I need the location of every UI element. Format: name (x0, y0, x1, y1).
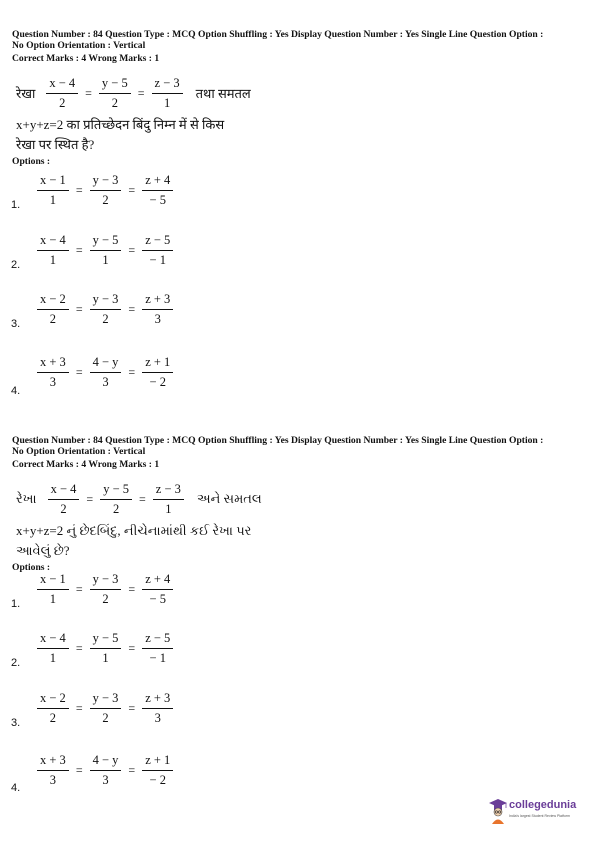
option-expression (34, 289, 176, 329)
equals-sign: = (75, 301, 83, 316)
equals-sign: = (137, 85, 145, 100)
question-block-gujarati (0, 406, 595, 811)
option-expression (34, 628, 176, 668)
fraction: $\frac{y - 5}{1}$ (90, 631, 122, 666)
fraction: $\frac{z + 4}{- 5}$ (142, 572, 173, 607)
equals-sign: = (75, 364, 83, 379)
question-block-hindi (0, 0, 595, 405)
equals-sign: = (75, 182, 83, 197)
fraction: $\frac{y - 5}{1}$ (90, 233, 122, 268)
option-number: 3. (11, 318, 21, 330)
equals-sign: = (128, 301, 136, 316)
question-line-2: x+y+z=2 का प्रतिच्छेदन बिंदु निम्न में से किस (16, 117, 225, 132)
option-number: 3. (11, 717, 21, 729)
option-number: 2. (11, 657, 21, 669)
header-line-1: Question Number : 84 Question Type : MCQ Option Shuffling : Yes Display Question Number : Yes Single Line Question Option : (12, 435, 544, 446)
equals-sign: = (128, 700, 136, 715)
fraction: $\frac{x - 1}{1}$ (37, 572, 69, 607)
fraction: $\frac{y - 3}{2}$ (90, 572, 122, 607)
equals-sign: = (139, 491, 146, 506)
logo-tagline: India's largest Student Review Platform (509, 814, 570, 818)
equals-sign: = (86, 491, 94, 506)
after-fraction-text: तथा समतल (195, 86, 251, 101)
graduate-icon (488, 797, 508, 825)
question-text (16, 115, 316, 155)
collegedunia-logo[interactable] (488, 797, 588, 827)
fraction: $\frac{z + 3}{3}$ (142, 292, 173, 327)
fraction: $\frac{x - 4}{1}$ (37, 631, 69, 666)
lead-word: રેખા (16, 491, 37, 506)
equals-sign: = (75, 700, 83, 715)
equals-sign: = (128, 364, 136, 379)
question-line-3: रेखा पर स्थित है? (16, 137, 95, 152)
option-3[interactable] (0, 688, 595, 732)
option-4[interactable] (0, 750, 595, 794)
header-line-1: Question Number : 84 Question Type : MCQ Option Shuffling : Yes Display Question Number : Yes Single Line Question Option : (12, 29, 544, 40)
option-expression (34, 569, 176, 609)
options-title: Options : (12, 156, 51, 167)
line-fraction-z: $\frac{z - 3}{1}$ (153, 482, 184, 517)
question-header (12, 30, 587, 51)
option-number: 1. (11, 598, 21, 610)
option-expression (34, 230, 176, 270)
line-fraction-y: $\frac{y - 5}{2}$ (100, 482, 132, 517)
option-expression (34, 688, 176, 728)
options-title: Options : (12, 562, 51, 573)
fraction: $\frac{z + 4}{- 5}$ (142, 173, 173, 208)
fraction: $\frac{x - 4}{1}$ (37, 233, 69, 268)
marks-line: Correct Marks : 4 Wrong Marks : 1 (12, 459, 160, 470)
line-fraction-x: $\frac{x - 4}{2}$ (48, 482, 80, 517)
line-fraction-x: $\frac{x - 4}{2}$ (46, 76, 78, 111)
equals-sign: = (75, 242, 83, 257)
option-expression (34, 352, 176, 392)
option-number: 4. (11, 385, 21, 397)
fraction: $\frac{4 - y}{3}$ (90, 753, 122, 788)
fraction: $\frac{z - 5}{- 1}$ (142, 233, 173, 268)
fraction: $\frac{4 - y}{3}$ (90, 355, 122, 390)
equals-sign: = (75, 640, 83, 655)
fraction: $\frac{x + 3}{3}$ (37, 355, 69, 390)
question-line-2: x+y+z=2 નું છેદબિંદુ, નીચેનામાંથી કઈ રેખા પર (16, 523, 252, 538)
lead-word: रेखा (16, 86, 36, 101)
line-fraction-z: $\frac{z - 3}{1}$ (152, 76, 183, 111)
option-expression (34, 750, 176, 790)
equals-sign: = (128, 182, 136, 197)
question-header (12, 436, 587, 457)
fraction: $\frac{y - 3}{2}$ (90, 173, 122, 208)
equals-sign: = (128, 640, 136, 655)
fraction: $\frac{y - 3}{2}$ (90, 292, 122, 327)
fraction: $\frac{z + 1}{- 2}$ (142, 753, 173, 788)
fraction: $\frac{z - 5}{- 1}$ (142, 631, 173, 666)
line-fraction-y: $\frac{y - 5}{2}$ (99, 76, 131, 111)
equals-sign: = (128, 581, 136, 596)
option-4[interactable] (0, 352, 595, 396)
fraction: $\frac{x - 2}{2}$ (37, 691, 69, 726)
question-line-3: આવેલું છે? (16, 543, 70, 558)
equals-sign: = (75, 581, 83, 596)
fraction: $\frac{z + 1}{- 2}$ (142, 355, 173, 390)
equals-sign: = (128, 242, 136, 257)
fraction: $\frac{x + 3}{3}$ (37, 753, 69, 788)
option-number: 1. (11, 199, 21, 211)
option-1[interactable] (0, 569, 595, 613)
option-3[interactable] (0, 289, 595, 333)
fraction: $\frac{x - 1}{1}$ (37, 173, 69, 208)
marks-line: Correct Marks : 4 Wrong Marks : 1 (12, 53, 160, 64)
option-2[interactable] (0, 628, 595, 672)
option-expression (34, 170, 176, 210)
after-fraction-text: અને સમતલ (196, 491, 262, 506)
option-number: 2. (11, 259, 21, 271)
equals-sign: = (128, 762, 136, 777)
header-line-2: No Option Orientation : Vertical (12, 445, 146, 457)
fraction: $\frac{z + 3}{3}$ (142, 691, 173, 726)
equals-sign: = (85, 85, 92, 100)
logo-name: collegedunia (509, 799, 577, 811)
fraction: $\frac{x - 2}{2}$ (37, 292, 69, 327)
question-text (16, 521, 316, 561)
fraction: $\frac{y - 3}{2}$ (90, 691, 122, 726)
header-line-2: No Option Orientation : Vertical (12, 39, 146, 51)
question-line-1 (16, 481, 262, 517)
option-2[interactable] (0, 230, 595, 274)
question-line-1 (16, 75, 251, 111)
option-number: 4. (11, 782, 21, 794)
equals-sign: = (75, 762, 83, 777)
option-1[interactable] (0, 170, 595, 214)
